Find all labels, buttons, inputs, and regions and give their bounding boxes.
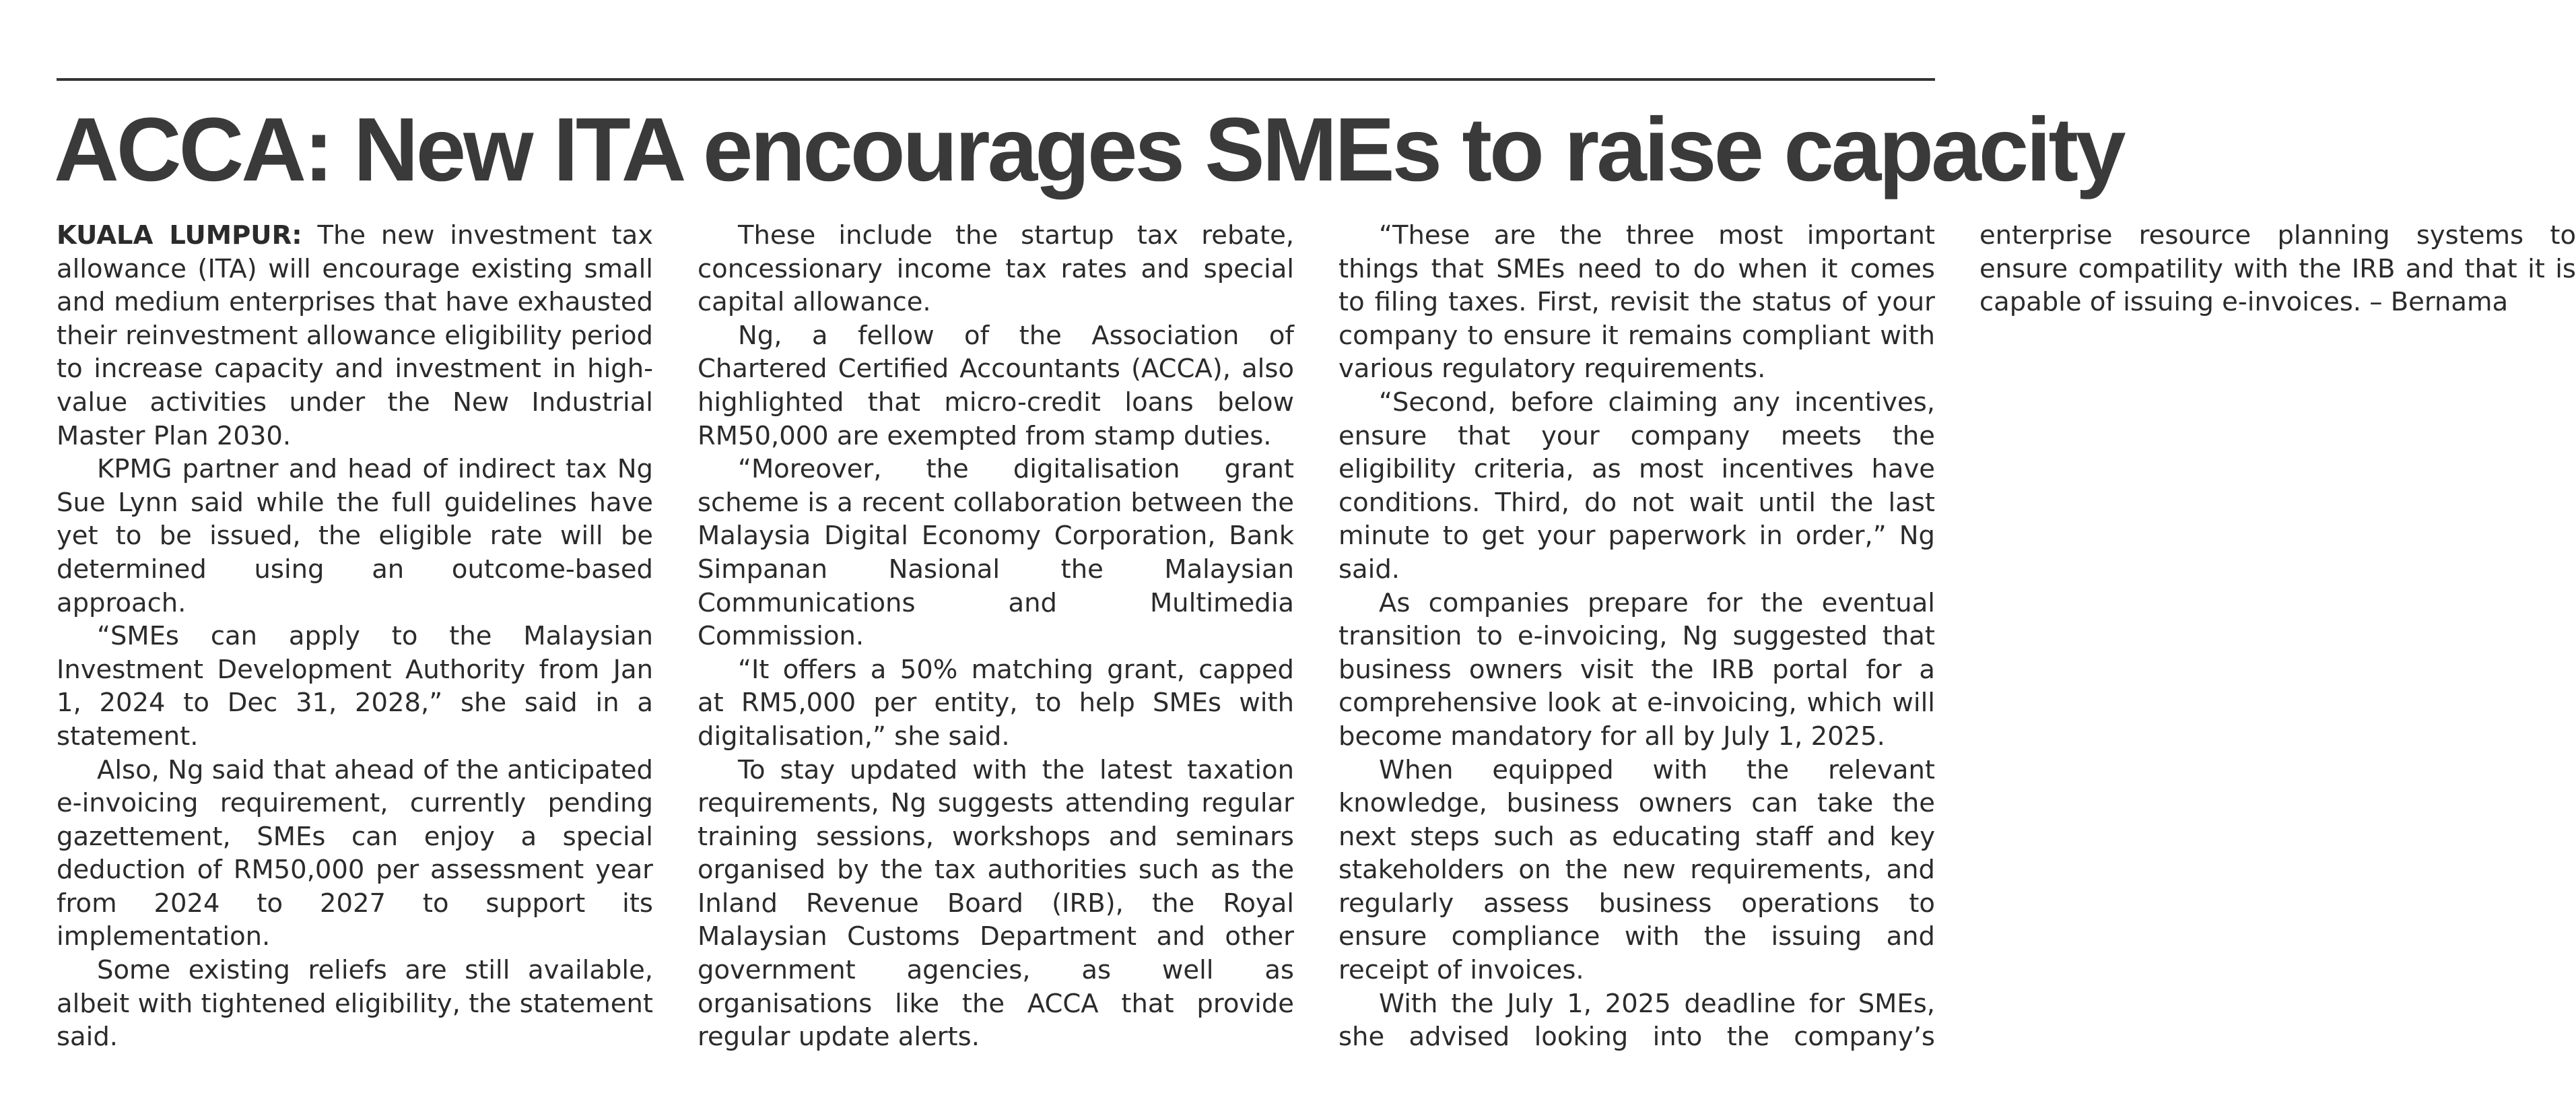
article-paragraph: When equipped with the relevant knowledge, business owners can take the next steps such as educating staff and key stakeholders on the new requirements, and regularly assess business operations to ensure compliance with the issuing and receipt of invoices. <box>1338 754 1935 986</box>
article-paragraph: “Moreover, the digitalisation grant scheme is a recent collaboration between the Malaysia Digital Economy Corporation, Bank Simpanan Nasional the Malaysian Communications and Multimedia Commission. <box>698 454 1294 652</box>
article-paragraph: “It offers a 50% matching grant, capped at RM5,000 per entity, to help SMEs with digitalisation,” she said. <box>698 654 1294 752</box>
article-paragraph: “These are the three most important things that SMEs need to do when it comes to filing taxes. First, revisit the status of your company to ensure it remains compliant with various regulatory requirements. <box>1338 220 1935 385</box>
article-headline: ACCA: New ITA encourages SMEs to raise capacity <box>54 100 2124 200</box>
article-dateline: KUALA LUMPUR: <box>57 220 302 251</box>
article-paragraph: Ng, a fellow of the Association of Chartered Certified Accountants (ACCA), also highlighted that micro-credit loans below RM50,000 are exempted from stamp duties. <box>698 320 1294 451</box>
article-paragraph-text: The new investment tax allowance (ITA) will encourage existing small and medium enterprises that have exhausted their reinvestment allowance eligibility period to increase capacity and investment in high-value activities under the New Industrial Master Plan 2030. <box>57 220 653 451</box>
headline-rule <box>57 78 1935 81</box>
article-paragraph: “SMEs can apply to the Malaysian Investment Development Authority from Jan 1, 2024 to Dec 31, 2028,” she said in a statement. <box>57 621 653 752</box>
article-paragraph: “Second, before claiming any incentives, ensure that your company meets the eligibility criteria, as most incentives have conditions. Third, do not wait until the last minute to get your paperwork in order,” Ng said. <box>1338 387 1935 585</box>
article-paragraph: To stay updated with the latest taxation requirements, Ng suggests attending regular training sessions, workshops and seminars organised by the tax authorities such as the Inland Revenue Board (IRB), the Royal Malaysian Customs Department and other government agencies, as well as organisations like the ACCA that provide regular update alerts. <box>698 754 1294 1053</box>
article-paragraph: With the July 1, 2025 deadline for SMEs, she advised looking into the company’s enterprise resource planning systems to ensure compatility with the IRB and that it is capable of issuing e-invoices. – Bernama <box>1338 220 2576 1053</box>
article-paragraph: These include the startup tax rebate, concessionary income tax rates and special capital allowance. <box>698 220 1294 318</box>
article-paragraph <box>57 219 653 453</box>
article-paragraph: As companies prepare for the eventual transition to e-invoicing, Ng suggested that business owners visit the IRB portal for a comprehensive look at e-invoicing, which will become mandatory for all by July 1, 2025. <box>1338 587 1935 752</box>
article-paragraph: Some existing reliefs are still available, albeit with tightened eligibility, the statement said. <box>57 955 653 1053</box>
article-paragraph: Also, Ng said that ahead of the anticipated e-invoicing requirement, currently pending gazettement, SMEs can enjoy a special deduction of RM50,000 per assessment year from 2024 to 2027 to support its implementation. <box>57 754 653 952</box>
article-paragraph: KPMG partner and head of indirect tax Ng Sue Lynn said while the full guidelines have yet to be issued, the eligible rate will be determined using an outcome-based approach. <box>57 454 653 618</box>
article-body <box>57 219 2576 1067</box>
